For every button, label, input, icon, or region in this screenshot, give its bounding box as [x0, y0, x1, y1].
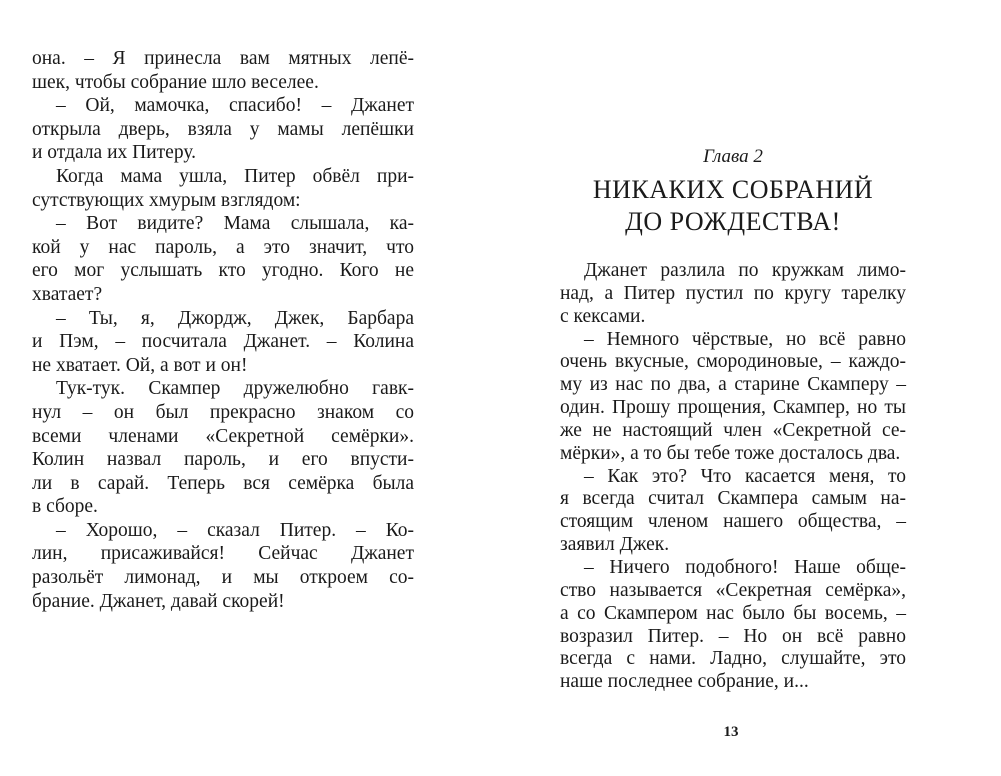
- text-line: очень вкусные, смородиновые, – каждо-: [560, 351, 906, 373]
- text-line: сутствующих хмурым взглядом:: [32, 189, 301, 211]
- text-line: всегда с нами. Ладно, слушайте, это: [560, 648, 906, 670]
- text-line: ство называется «Секретная семёрка»,: [560, 579, 906, 601]
- text-line: кой у нас пароль, а это значит, что: [32, 236, 414, 258]
- text-line: ли в сарай. Теперь вся семёрка была: [32, 472, 414, 494]
- text-line: – Ты, я, Джордж, Джек, Барбара: [56, 307, 414, 329]
- text-line: заявил Джек.: [560, 534, 670, 556]
- text-line: мёрки», а то бы тебе тоже досталось два.: [560, 442, 901, 464]
- text-line: открыла дверь, взяла у мамы лепёшки: [32, 118, 414, 140]
- text-line: стоящим членом нашего общества, –: [560, 511, 906, 533]
- text-line: а со Скампером нас было бы восемь, –: [560, 602, 906, 624]
- paragraph: [32, 307, 414, 378]
- text-line: – Вот видите? Мама слышала, ка-: [56, 213, 414, 235]
- left-page: [32, 47, 414, 613]
- right-page-body: [560, 260, 906, 694]
- text-line: Колин назвал пароль, и его впусти-: [32, 449, 414, 471]
- text-line: всеми членами «Секретной семёрки».: [32, 425, 414, 447]
- text-line: брание. Джанет, давай скорей!: [32, 590, 285, 612]
- paragraph: [560, 466, 906, 557]
- text-line: нул – он был прекрасно знаком со: [32, 401, 414, 423]
- text-line: хватает?: [32, 283, 103, 305]
- text-line: и Пэм, – посчитала Джанет. – Колина: [32, 331, 414, 353]
- text-line: она. – Я принесла вам мятных лепё-: [32, 48, 414, 69]
- paragraph: [560, 557, 906, 694]
- text-line: не хватает. Ой, а вот и он!: [32, 354, 248, 376]
- text-line: над, а Питер пустил по кругу тарелку: [560, 282, 906, 304]
- text-line: его мог услышать кто угодно. Кого не: [32, 260, 414, 282]
- text-line: же не настоящий член «Секретной се-: [560, 419, 906, 441]
- text-line: лин, присаживайся! Сейчас Джанет: [32, 543, 414, 565]
- text-line: му из нас по два, а старине Скамперу –: [560, 374, 906, 396]
- text-line: – Как это? Что касается меня, то: [584, 465, 906, 487]
- chapter-label: Глава 2: [703, 146, 763, 167]
- text-line: разольёт лимонад, и мы откроем со-: [32, 567, 414, 589]
- text-line: в сборе.: [32, 496, 98, 518]
- text-line: и отдала их Питеру.: [32, 142, 196, 164]
- text-line: я всегда считал Скампера самым на-: [560, 488, 906, 510]
- text-line: Когда мама ушла, Питер обвёл при-: [56, 165, 414, 187]
- chapter-title: [560, 174, 906, 238]
- paragraph: [32, 165, 414, 212]
- text-line: наше последнее собрание, и...: [560, 671, 809, 693]
- paragraph: [32, 47, 414, 94]
- paragraph: [560, 329, 906, 466]
- paragraph: [32, 212, 414, 306]
- text-line: – Ничего подобного! Наше обще-: [584, 556, 906, 578]
- page-number: 13: [723, 724, 739, 740]
- paragraph: [32, 94, 414, 165]
- text-line: шек, чтобы собрание шло веселее.: [32, 71, 319, 93]
- text-line: – Немного чёрствые, но всё равно: [584, 328, 906, 350]
- paragraph: [32, 519, 414, 613]
- text-line: – Хорошо, – сказал Питер. – Ко-: [56, 519, 414, 541]
- paragraph: [32, 377, 414, 519]
- text-line: возразил Питер. – Но он всё равно: [560, 625, 906, 647]
- text-line: один. Прошу прощения, Скампер, но ты: [560, 397, 906, 419]
- text-line: с кексами.: [560, 305, 646, 327]
- text-line: Джанет разлила по кружкам лимо-: [584, 260, 906, 281]
- chapter-title-line: ДО РОЖДЕСТВА!: [625, 207, 841, 236]
- text-line: Тук-тук. Скампер дружелюбно гавк-: [56, 378, 414, 400]
- text-line: – Ой, мамочка, спасибо! – Джанет: [56, 95, 414, 117]
- chapter-title-line: НИКАКИХ СОБРАНИЙ: [592, 175, 874, 204]
- paragraph: [560, 260, 906, 329]
